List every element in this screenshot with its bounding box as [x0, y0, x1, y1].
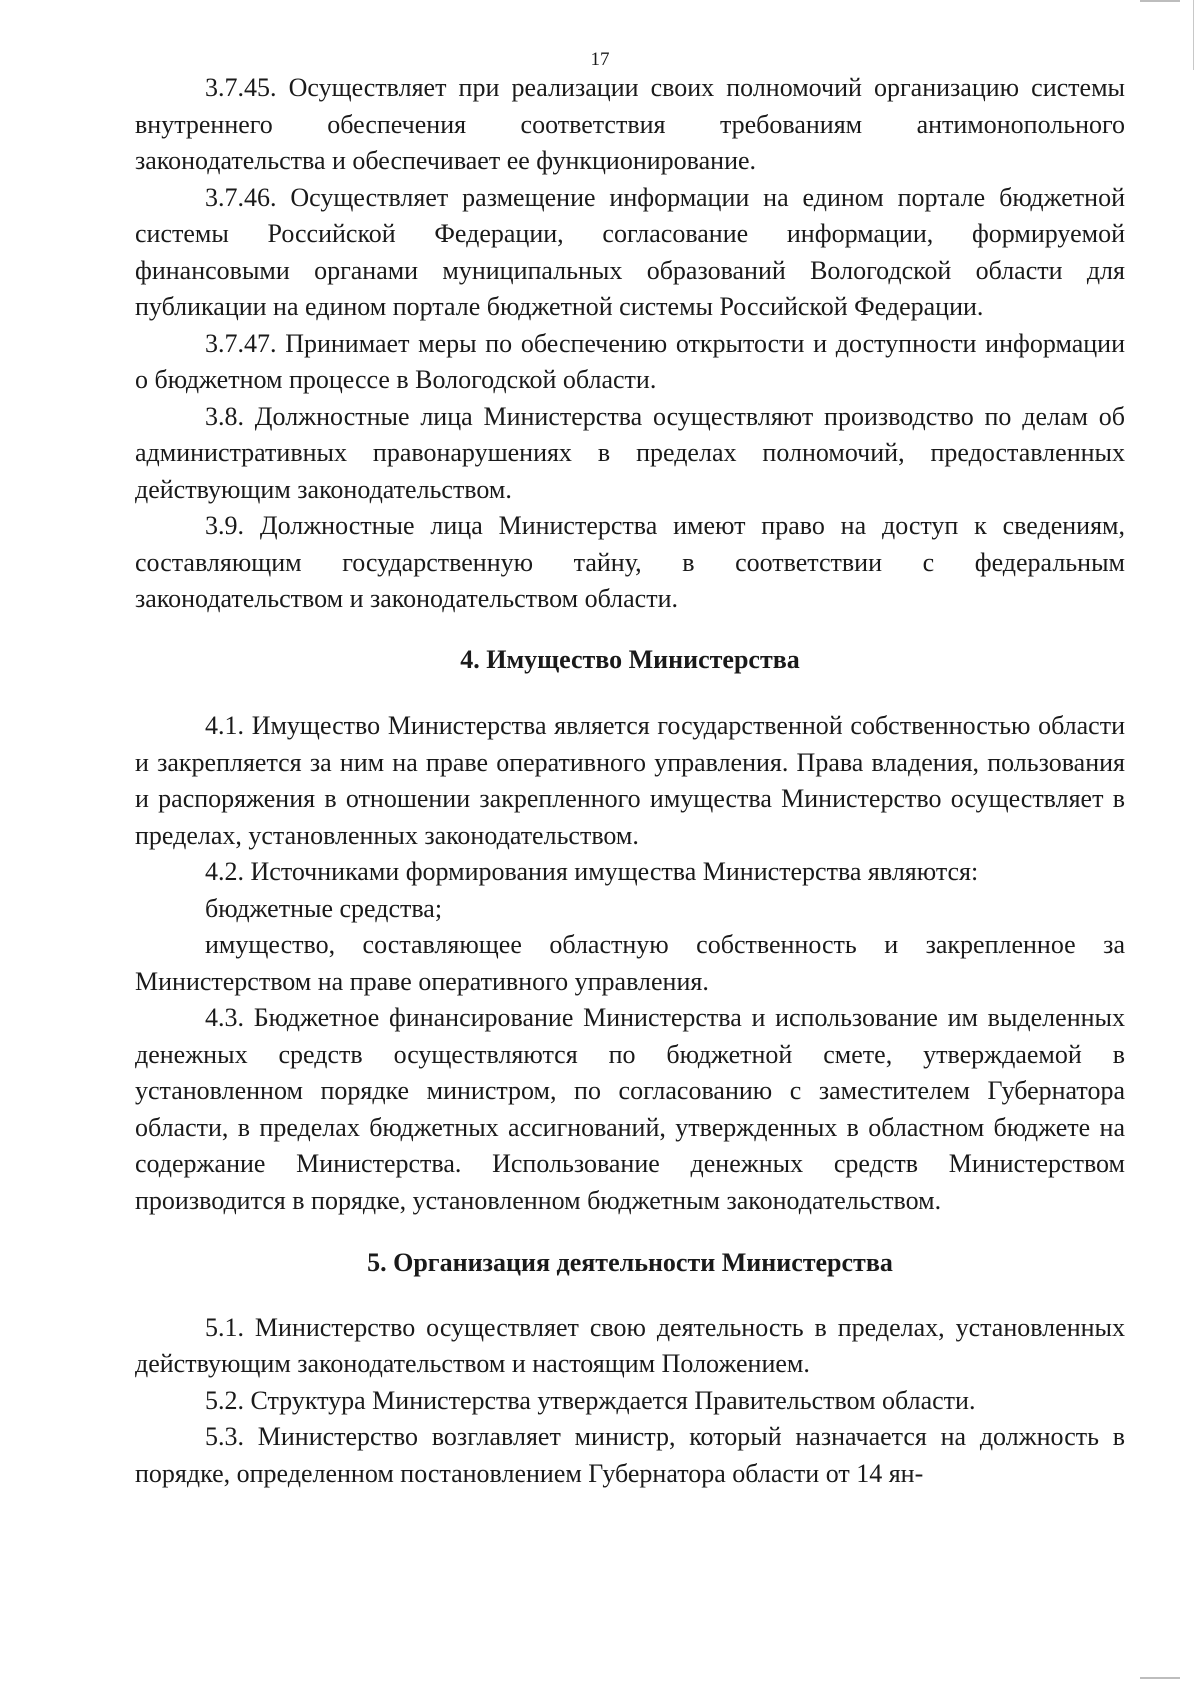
- paragraph-3-8: 3.8. Должностные лица Министерства осуществляют производство по делам об административных правонарушениях в пределах полномочий, предоставленных действующим законодательством.: [135, 401, 1125, 504]
- document-body: [135, 70, 1125, 1492]
- paragraph-4-2: 4.2. Источниками формирования имущества Министерства являются:: [205, 857, 979, 886]
- paragraph-3-9: 3.9. Должностные лица Министерства имеют право на доступ к сведениям, составляющим государственную тайну, в соответствии с федеральным законодательством и законодательством области.: [135, 511, 1125, 613]
- section-5-heading: 5. Организация деятельности Министерства: [367, 1248, 893, 1277]
- section-4-heading: 4. Имущество Министерства: [460, 644, 800, 674]
- scan-edge-mark: [1140, 0, 1180, 2]
- scan-edge-mark-bottom: [1140, 1677, 1180, 1679]
- paragraph-4-1: 4.1. Имущество Министерства является государственной собственностью области и закрепляется за ним на праве оперативного управления. Права владения, пользования и распоряжения в отношении закрепленного имущества Министерство осуществляет в пределах, установленных законодательством.: [135, 711, 1125, 850]
- list-item-regional-property: имущество, составляющее областную собственность и закрепленное за Министерством на праве оперативного управления.: [135, 930, 1125, 996]
- paragraph-5-2: 5.2. Структура Министерства утверждается Правительством области.: [205, 1385, 976, 1415]
- paragraph-5-3: 5.3. Министерство возглавляет министр, который назначается на должность в порядке, определенном постановлением Губернатора области от 14 ян-: [135, 1422, 1125, 1488]
- paragraph-4-3: 4.3. Бюджетное финансирование Министерства и использование им выделенных денежных средств осуществляются по бюджетной смете, утверждаемой в установленном порядке министром, по согласованию с заместителем Губернатора области, в пределах бюджетных ассигнований, утвержденных в областном бюджете на содержание Министерства. Использование денежных средств Министерством производится в порядке, установленном бюджетным законодательством.: [135, 1003, 1125, 1215]
- list-item-budget-funds: бюджетные средства;: [205, 893, 443, 923]
- paragraph-3-7-47: 3.7.47. Принимает меры по обеспечению открытости и доступности информации о бюджетном процессе в Вологодской области.: [135, 328, 1125, 394]
- paragraph-5-1: 5.1. Министерство осуществляет свою деятельность в пределах, установленных действующим законодательством и настоящим Положением.: [135, 1312, 1125, 1378]
- paragraph-3-7-45: 3.7.45. Осуществляет при реализации своих полномочий организацию системы внутреннего обеспечения соответствия требованиям антимонопольного законодательства и обеспечивает ее функционирование.: [135, 73, 1125, 175]
- paragraph-3-7-46: 3.7.46. Осуществляет размещение информации на едином портале бюджетной системы Российской Федерации, согласование информации, формируемой финансовыми органами муниципальных образований Вологодской области для публикации на едином портале бюджетной системы Российской Федерации.: [135, 182, 1125, 321]
- page-number: 17: [590, 49, 610, 70]
